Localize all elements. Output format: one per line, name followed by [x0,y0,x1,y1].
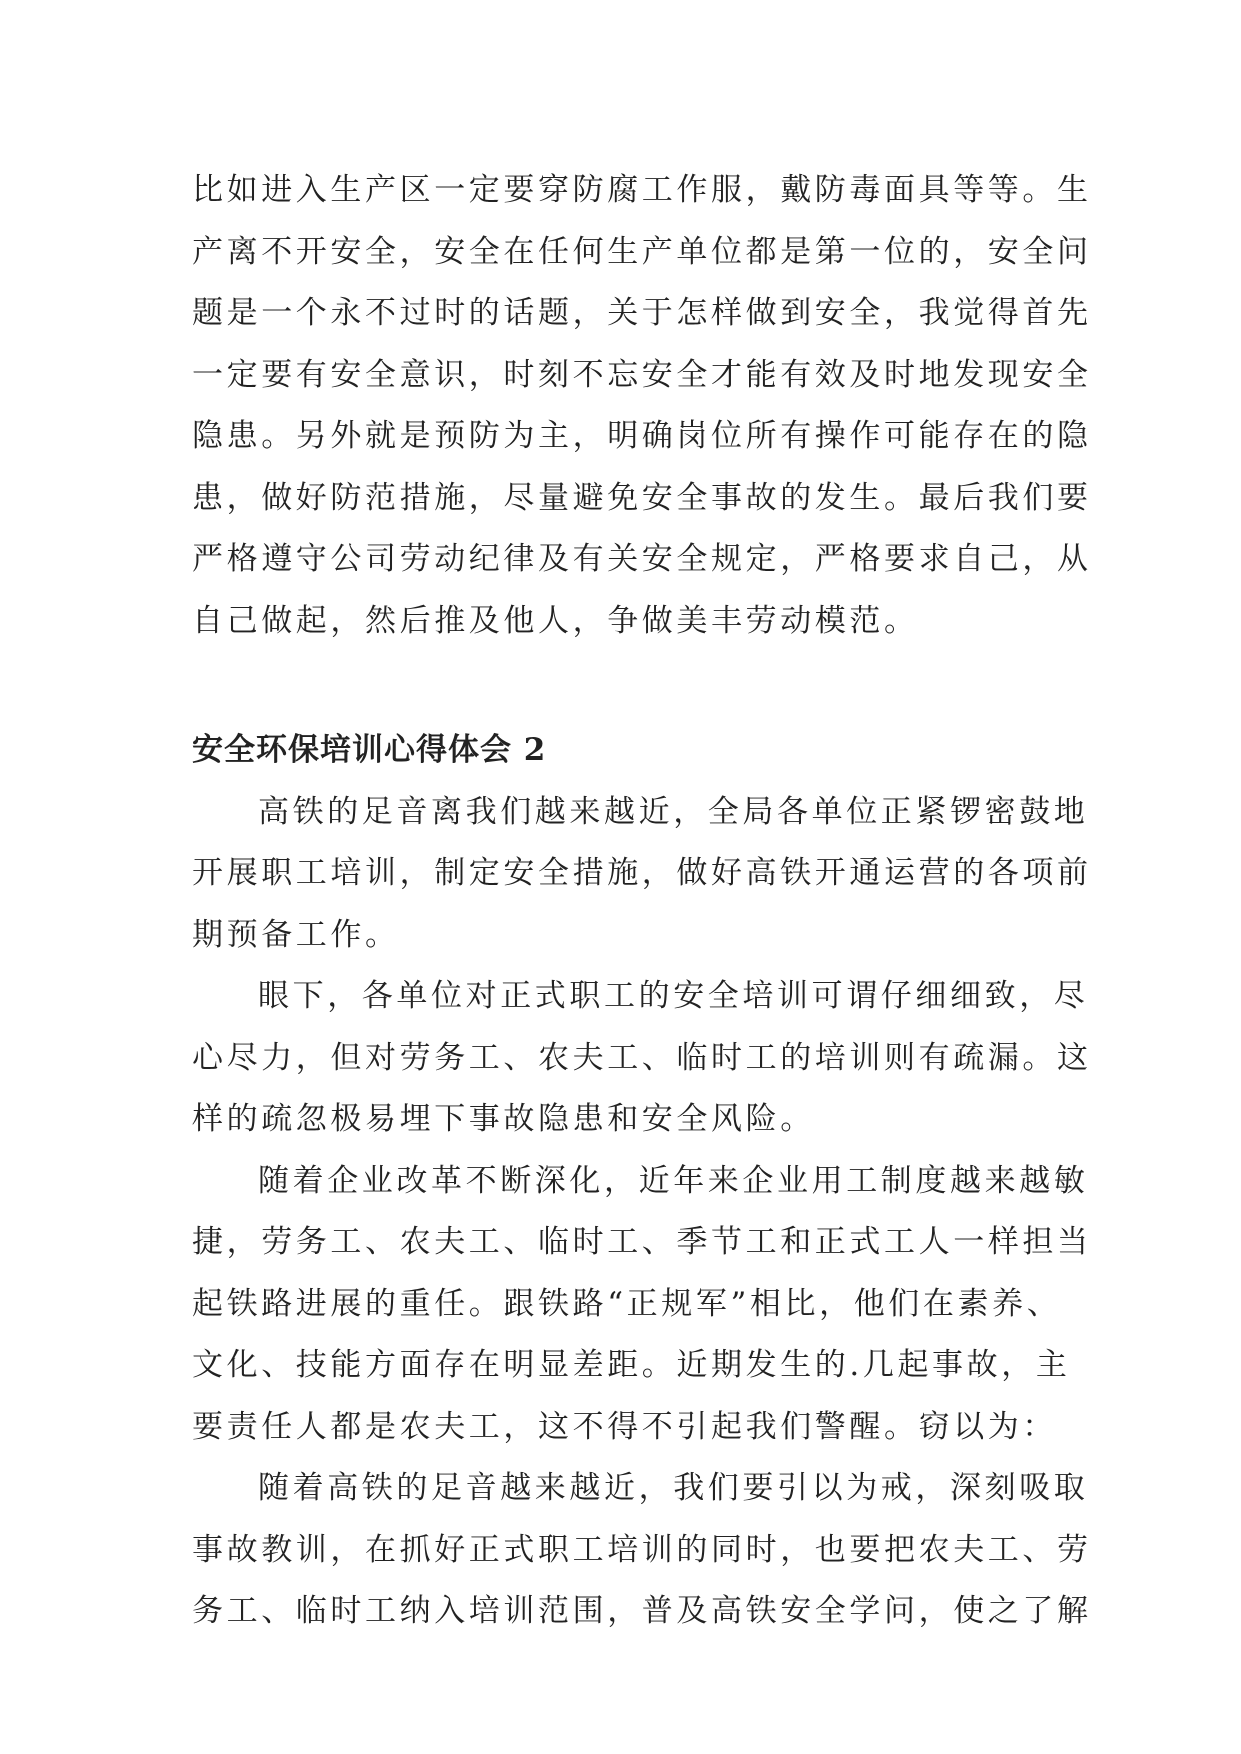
text-line: 题是一个永不过时的话题，关于怎样做到安全，我觉得首先 [192,295,1092,331]
section-2-paragraph-4 [192,1458,1092,1643]
section-2-paragraph-1 [192,782,1092,967]
text-line: 开展职工培训，制定安全措施，做好高铁开通运营的各项前 [192,855,1092,891]
text-line: 一定要有安全意识，时刻不忘安全才能有效及时地发现安全 [192,356,1092,393]
text-line: 高铁的足音离我们越来越近，全局各单位正紧锣密鼓地 [258,793,1089,830]
section-gap [192,652,1050,720]
text-line: 隐患。另外就是预防为主，明确岗位所有操作可能存在的隐 [192,418,1092,454]
text-line: 样的疏忽极易埋下事故隐患和安全风险。 [192,1101,815,1137]
text-line: 眼下，各单位对正式职工的安全培训可谓仔细细致，尽 [258,978,1089,1014]
text-line: 随着企业改革不断深化，近年来企业用工制度越来越敏 [258,1162,1089,1199]
text-line: 患，做好防范措施，尽量避免安全事故的发生。最后我们要 [192,479,1092,516]
text-line: 比如进入生产区一定要穿防腐工作服，戴防毒面具等等。生 [192,172,1092,208]
text-line: 期预备工作。 [192,916,400,953]
section-1-paragraph [192,160,1092,652]
text-line: 自己做起，然后推及他人，争做美丰劳动模范。 [192,602,919,639]
section-2-title: 安全环保培训心得体会 2 [192,732,547,768]
text-line: 事故教训，在抓好正式职工培训的同时，也要把农夫工、劳 [192,1531,1092,1568]
document-page [192,160,1092,1643]
text-line: 文化、技能方面存在明显差距。近期发生的.几起事故，主 [192,1347,1071,1383]
section-2-paragraph-3 [192,1151,1092,1459]
text-line: 心尽力，但对劳务工、农夫工、临时工的培训则有疏漏。这 [192,1039,1092,1076]
text-line: 务工、临时工纳入培训范围，普及高铁安全学问，使之了解 [192,1593,1092,1629]
text-line: 捷，劳务工、农夫工、临时工、季节工和正式工人一样担当 [192,1224,1092,1260]
text-line: 产离不开安全，安全在任何生产单位都是第一位的，安全问 [192,233,1092,270]
text-line: 要责任人都是农夫工，这不得不引起我们警醒。窃以为： [192,1408,1057,1445]
text-line: 严格遵守公司劳动纪律及有关安全规定，严格要求自己，从 [192,541,1092,577]
text-line: 起铁路进展的重任。跟铁路“正规军”相比，他们在素养、 [192,1285,1062,1322]
text-line: 随着高铁的足音越来越近，我们要引以为戒，深刻吸取 [258,1470,1089,1506]
section-2-paragraph-2 [192,966,1092,1151]
